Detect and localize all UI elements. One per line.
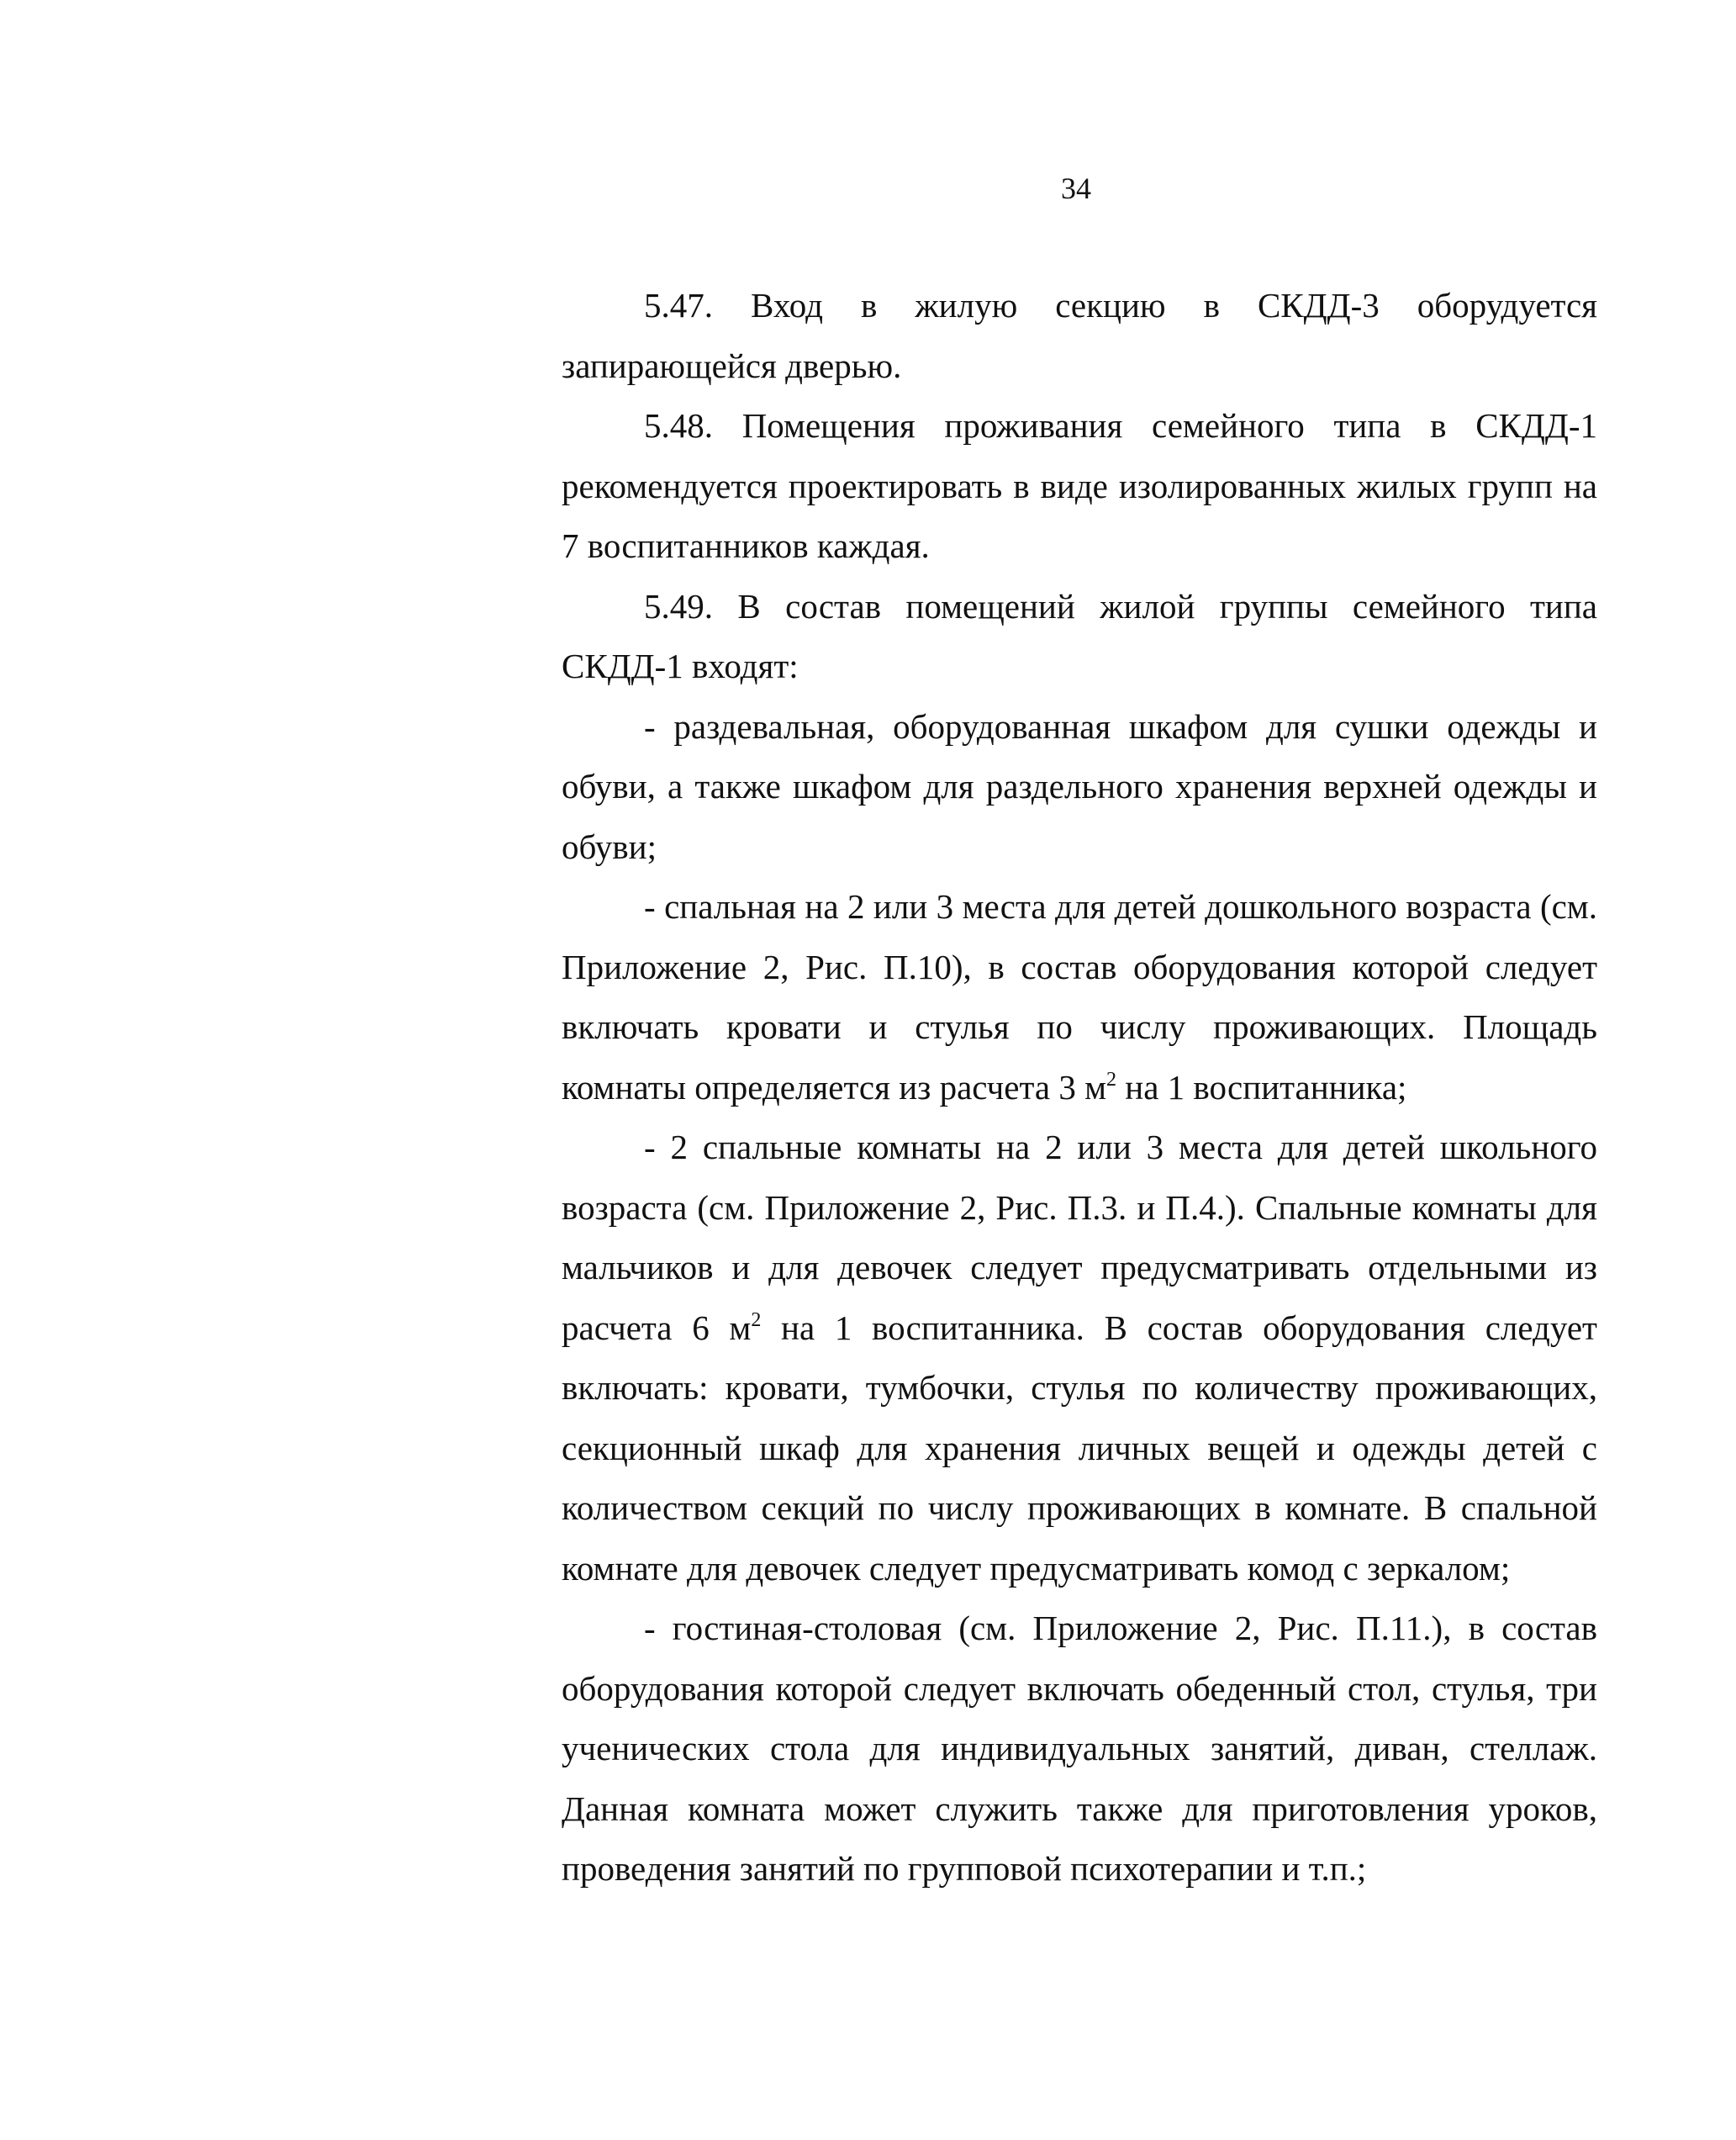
school-bedrooms-text: - 2 спальные комнаты на 2 или 3 места для детей школьного возраста (см. Приложение 2, Рис. П.3. и П.4.). Спальные комнаты для мальчиков и для девочек следует предусматривать отдельными из расчета 6 м (562, 1128, 1597, 1347)
list-item-preschool-bedroom (562, 877, 1597, 1118)
paragraph-5-48: 5.48. Помещения проживания семейного типа в СКДД-1 рекомендуется проектировать в виде изолированных жилых групп на 7 воспитанников каждая. (562, 406, 1597, 565)
school-bedrooms-text-end: на 1 воспитанника. В состав оборудования следует включать: кровати, тумбочки, стулья по количеству проживающих, секционный шкаф для хранения личных вещей и одежды детей с количеством секций по числу проживающих в комнате. В спальной комнате для девочек следует предусматривать комод с зеркалом; (562, 1308, 1597, 1588)
list-item-school-bedrooms (562, 1118, 1597, 1598)
square-meter-superscript: 2 (1106, 1068, 1117, 1091)
preschool-bedroom-text-end: на 1 воспитанника; (1116, 1067, 1407, 1107)
list-item-living-dining-room: - гостиная-столовая (см. Приложение 2, Рис. П.11.), в состав оборудования которой следует включать обеденный стол, стулья, три ученических стола для индивидуальных занятий, диван, стеллаж. Данная комната может служить также для приготовления уроков, проведения занятий по групповой психотерапии и т.п.; (562, 1609, 1597, 1888)
paragraph-5-49: 5.49. В состав помещений жилой группы семейного типа СКДД-1 входят: (562, 586, 1597, 685)
paragraph-5-47: 5.47. Вход в жилую секцию в СКДД-3 оборудуется запирающейся дверью. (562, 286, 1597, 385)
preschool-bedroom-text: - спальная на 2 или 3 места для детей дошкольного возраста (см. Приложение 2, Рис. П.10), в состав оборудования которой следует включать кровати и стулья по числу проживающих. Площадь комнаты определяется из расчета 3 м (562, 887, 1597, 1107)
square-meter-superscript: 2 (751, 1308, 762, 1331)
page-number: 34 (1061, 172, 1091, 205)
document-body (562, 276, 1597, 1900)
list-item-cloakroom: - раздевальная, оборудованная шкафом для сушки одежды и обуви, а также шкафом для раздельного хранения верхней одежды и обуви; (562, 706, 1597, 866)
